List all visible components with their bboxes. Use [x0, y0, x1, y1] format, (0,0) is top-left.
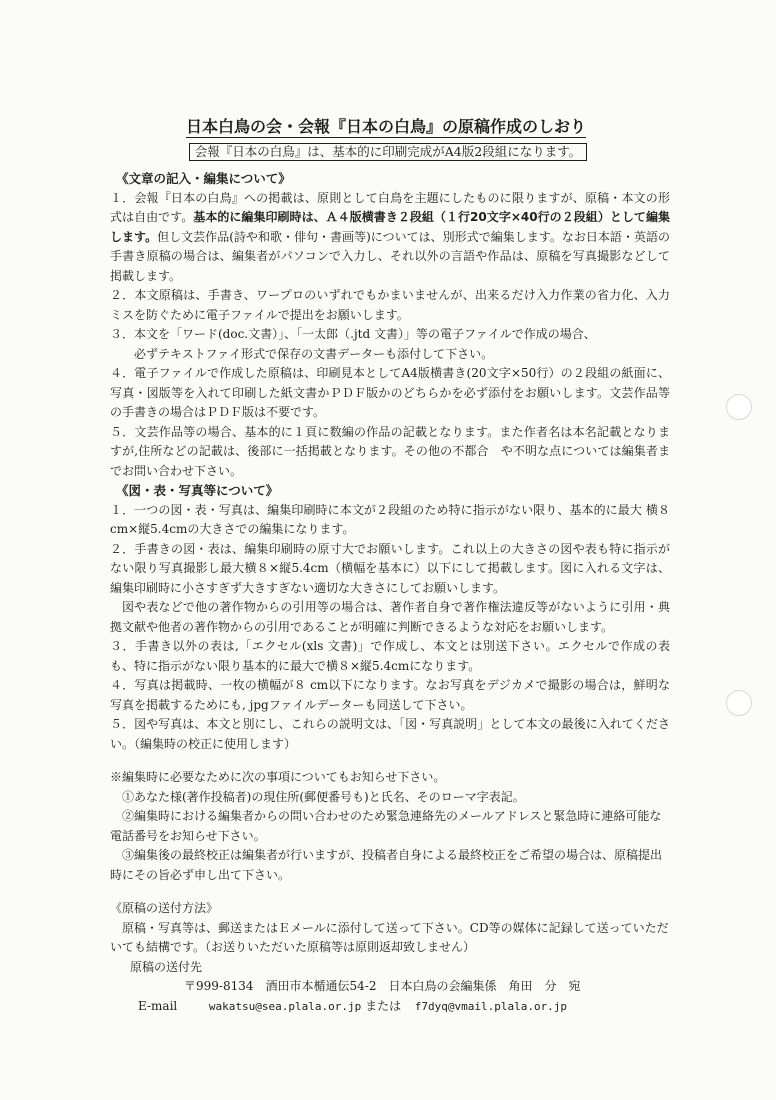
sending-heading: 《原稿の送付方法》	[110, 901, 219, 915]
paragraph-2-3: ３．手書き以外の表は,「エクセル(xls 文書)」で作成し、本文とは別送下さい。エクセルで作成の表も、特に指示がない限り基本的に最大で横８×縦5.4cmになります。	[110, 639, 670, 673]
paragraph-2-4: ４．写真は掲載時、一枚の横幅が８ cm以下になります。なお写真をデジカメで撮影の場合は，鮮明な写真を掲載するためにも, jpgファイルデーターも同送して下さい。	[110, 678, 670, 712]
page-title: 日本白鳥の会・会報『日本の白鳥』の原稿作成のしおり	[185, 117, 586, 136]
email-label: E-mail	[138, 998, 178, 1013]
paragraph-1-1: １．会報『日本の白鳥』への掲載は、原則として白鳥を主題にしたものに限りますが、原稿・本文の形式は自由です。基本的に編集印刷時は、Ａ４版横書き２段組（１行20文字×40行の２段組）として編集します。但し文芸作品(詩や和歌・俳句・書画等)については、別形式で編集します。なお日本語・英語の手書き原稿の場合は、編集者がパソコンで入力し、それ以外の言語や作品は、原稿を写真撮影などして掲載します。	[110, 190, 670, 283]
notice-item-3: ③編集後の最終校正は編集者が行いますが、投稿者自身による最終校正をご希望の場合は、原稿提出時にその旨必ず申し出て下さい。	[110, 848, 663, 882]
section-heading-text: 《文章の記入・編集について》	[116, 171, 291, 186]
paragraph-2-5: ５．図や写真は、本文と別にし、これらの説明文は、「図・写真説明」として本文の最後に入れてください。（編集時の校正に使用します）	[110, 717, 670, 751]
email-line	[110, 997, 670, 1017]
document-page	[110, 118, 670, 1016]
paragraph-2-2-cont: 図や表などで他の著作物からの引用等の場合は、著作者自身で著作権法違反等がないように引用・典拠文献や他者の著作物からの引用であることが明確に判断できるような対応をお願いします。	[110, 600, 670, 634]
email-address-2[interactable]: f7dyq@vmail.plala.or.jp	[414, 999, 568, 1013]
notice-heading: ※編集時に必要なために次の事項についてもお知らせ下さい。	[110, 770, 446, 784]
email-address-1[interactable]: wakatsu@sea.plala.or.jp	[208, 999, 362, 1013]
email-or: または	[365, 998, 402, 1013]
section-heading-figures: 《図・表・写真等について》	[116, 483, 279, 498]
paragraph-1-3a: ３．本文を「ワード(doc.文書）」、「一太郎（.jtd 文書）」等の電子ファイルで作成の場合、	[110, 327, 596, 341]
paragraph-2-1: １．一つの図・表・写真は、編集印刷時に本文が２段組のため特に指示がない限り、基本的に最大 横８cm×縦5.4cmの大きさでの編集になります。	[110, 502, 670, 536]
destination-label: 原稿の送付先	[130, 959, 203, 974]
notice-item-2: ②編集時における編集者からの問い合わせのため緊急連絡先のメールアドレスと緊急時に連絡可能な電話番号をお知らせ下さい。	[110, 809, 662, 843]
postal-address: 〒999-8134 酒田市本楯通伝54-2 日本白鳥の会編集係 角田 分 宛	[184, 979, 581, 993]
notice-item-1: ①あなた様(著作投稿者)の現住所(郵便番号も)と氏名、そのローマ字表記。	[122, 789, 525, 804]
paragraph-1-2: ２．本文原稿は、手書き、ワープロのいずれでもかまいませんが、出来るだけ入力作業の省力化、入力ミスを防ぐために電子ファイルで提出をお願いします。	[110, 288, 670, 322]
subtitle-box: 会報『日本の白鳥』は、基本的に印刷完成がA4版2段組になります。	[189, 143, 587, 161]
sending-body: 原稿・写真等は、郵送またはＥメールに添付して送って下さい。CD等の媒体に記録して送っていただいても結構です。（お送りいただいた原稿等は原則返却致しません）	[110, 920, 669, 954]
paragraph-1-4: ４．電子ファイルで作成した原稿は、印刷見本としてA4版横書き(20文字×50行）の２段組の紙面に、写真・図版等を入れて印刷した紙文書かＰＤＦ版かのどちらかを必ず添付をお願いします。文芸作品等の手書きの場合はＰＤＦ版は不要です。	[110, 366, 670, 419]
punch-hole	[726, 394, 752, 420]
paragraph-2-2: ２．手書きの図・表は、編集印刷時の原寸大でお願いします。これ以上の大きさの図や表も特に指示がない限り写真撮影し最大横８×縦5.4cm（横幅を基本に）以下にして掲載します。図に入れる文字は、編集印刷時に小さすぎず大きすぎない適切な大きさにしてお願いします。	[110, 541, 670, 595]
paragraph-1-3b: 必ずテキストファイ形式で保存の文書データーも添付して下さい。	[134, 346, 494, 361]
punch-hole	[726, 690, 752, 716]
paragraph-1-5: ５．文芸作品等の場合、基本的に１頁に数編の作品の記載となります。また作者名は本名記載となりますが,住所などの記載は、後部に一括掲載となります。その他の不都合 や不明な点については編集者までお問い合わせ下さい。	[110, 424, 670, 478]
